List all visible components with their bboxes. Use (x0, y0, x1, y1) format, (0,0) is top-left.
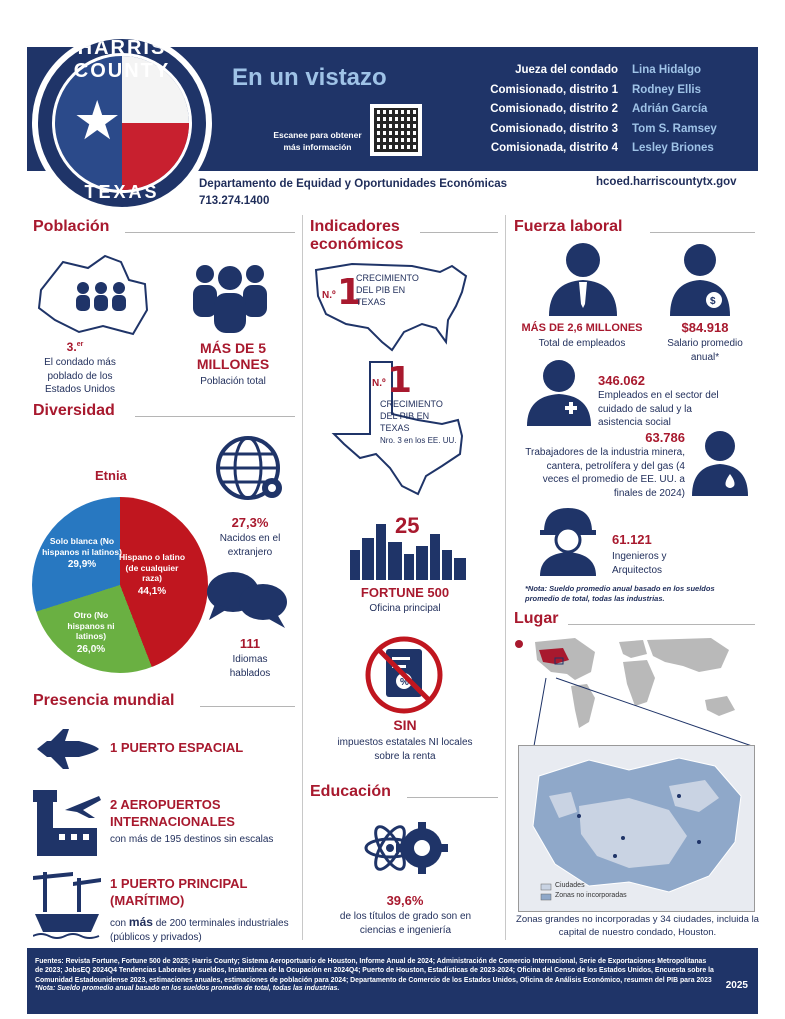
map-caption: Zonas grandes no incorporadas y 34 ciudades, incluida la capital de nuestro condado, Houston. (516, 914, 759, 938)
page-title: En un vistazo (232, 64, 387, 91)
languages-value: 111 (239, 636, 261, 651)
rank-text: El condado más poblado de los Estados Unidos (44, 357, 116, 395)
people-group-icon (185, 258, 275, 338)
etnia-label: Etnia (95, 468, 127, 483)
column-divider (505, 215, 506, 940)
spaceport-title: 1 PUERTO ESPACIAL (110, 740, 244, 755)
official-row: Comisionado, distrito 2 Adrián García (490, 103, 708, 115)
salary-note: *Nota: Sueldo promedio anual basado en los sueldos promedio de total, todas las industrias. (525, 584, 715, 604)
salary-person-icon (668, 240, 732, 318)
column-divider (302, 215, 303, 940)
engineers-value: 61.121 (612, 532, 652, 547)
pie-label-other: Otro (No hispanos ni latinos) 26,0% (67, 610, 115, 655)
footer-sources: Fuentes: Revista Fortune, Fortune 500 de 2025; Harris County; Sistema Aeroportuario de Houston, Informe Anual de 2024; Administración de Comercio Internacional, Serie de Exportaciones Metropolitanas de 2023; JobsEQ 2024Q4 Tendencias Laborales y sueldos, Instantánea de la Ocupación en 2024Q4; Puerto de Houston, Estadísticas de 2023-2024; Oficina del Censo de los Estados Unidos, Encuesta sobre la Comunidad Estadounidense 2023, estimaciones anuales, estimaciones de población para 2024; Departamento de Comercio de los Estados Unidos, Oficina de Análisis Económico, resumen del PIB para 2023 *Nota: Sueldo promedio anual basado en los sueldos promedio de total, todas las industrias. 2025 (27, 948, 758, 1014)
population-value: MÁS DE 5 MILLONES (196, 340, 270, 373)
no-tax-text: impuestos estatales NI locales sobre la renta (337, 737, 473, 762)
no-tax-icon (364, 635, 444, 715)
no-tax-value: SIN (393, 717, 417, 733)
legend-cities: Ciudades (555, 882, 585, 889)
globe-icon (210, 430, 290, 510)
employees-label: Total de empleados (538, 338, 626, 349)
diversidad-heading: Diversidad (33, 402, 115, 419)
scan-text: Escanee para obtener más información (273, 130, 362, 152)
seal-top-text: HARRIS COUNTY (73, 37, 171, 82)
department-info: Departamento de Equidad y Oportunidades Económicas 713.274.1400 (199, 178, 508, 207)
education-text: de los títulos de grado son en ciencias e ingeniería (339, 911, 472, 936)
website-link[interactable]: hcoed.harriscountytx.gov (596, 176, 737, 188)
pie-label-white: Solo blanca (No hispanos ni latinos) 29,9% (42, 536, 122, 571)
qr-code[interactable] (370, 104, 422, 156)
official-row: Comisionada, distrito 4 Lesley Briones (490, 142, 714, 154)
oil-label: Trabajadores de la industria minera, cantera, petrolífera y del gas (4 veces el promedio de EE. UU. a finales de 2024) (525, 447, 685, 499)
svg-text:%: % (400, 677, 409, 688)
health-label: Empleados en el sector del cuidado de salud y la asistencia social (598, 390, 719, 428)
seaport-sub: con más de 200 terminales industriales (públicos y privados) (110, 915, 289, 943)
oil-value: 63.786 (645, 430, 685, 445)
official-row: Jueza del condado Lina Hidalgo (515, 64, 701, 76)
seaport-crane-icon (33, 868, 103, 940)
speech-bubbles-icon (205, 568, 290, 630)
airports-sub: con más de 195 destinos sin escalas (110, 834, 274, 845)
airport-tower-icon (33, 788, 103, 858)
star-icon: ★ (73, 91, 122, 151)
engineers-label: Ingenieros y Arquitectos (612, 551, 667, 576)
harris-county-map (518, 745, 755, 912)
city-skyline-icon (348, 520, 468, 580)
education-value: 39,6% (386, 893, 424, 908)
engineer-hardhat-icon (536, 504, 600, 578)
salary-value: $84.918 (681, 320, 729, 335)
tx-rank-sub: Nro. 3 en los EE. UU. (380, 436, 457, 445)
airports-title: 2 AEROPUERTOS INTERNACIONALES (110, 797, 235, 829)
official-row: Comisionado, distrito 1 Rodney Ellis (490, 83, 702, 96)
zoom-lines (532, 676, 755, 748)
fortune-count: 25 (395, 513, 420, 538)
healthcare-worker-icon (525, 358, 593, 428)
space-shuttle-icon (33, 727, 101, 771)
legend-unincorporated: Zonas no incorporadas (555, 892, 627, 899)
foreign-born-value: 27,3% (231, 515, 269, 530)
footer-year: 2025 (725, 980, 748, 991)
lugar-heading: Lugar (514, 610, 559, 627)
pie-label-hispanic: Hispano o latino (de cualquier raza) 44,1% (118, 552, 186, 597)
tx-rank-text: CRECIMIENTO DEL PIB EN TEXAS (380, 399, 443, 434)
indicadores-heading: Indicadores económicos (310, 218, 404, 253)
fuerza-heading: Fuerza laboral (514, 218, 623, 235)
business-person-icon (545, 240, 621, 318)
population-label: Población total (200, 376, 266, 387)
officials-list (460, 64, 760, 162)
harris-county-outline-icon (33, 250, 153, 340)
health-value: 346.062 (598, 373, 645, 388)
rank-value: 3.$^{er}$ (66, 340, 84, 354)
foreign-born-label: Nacidos en el extranjero (219, 533, 281, 558)
oil-worker-icon (690, 428, 750, 498)
seaport-title: 1 PUERTO PRINCIPAL (MARÍTIMO) (110, 876, 248, 908)
educacion-heading: Educación (310, 783, 391, 800)
svg-text:$: $ (710, 296, 716, 307)
usa-rank-text: CRECIMIENTO DEL PIB EN TEXAS (356, 273, 419, 308)
tx-rank-number: 1 (387, 360, 413, 401)
county-seal-logo (32, 33, 212, 213)
fortune-sub: Oficina principal (369, 603, 441, 614)
presencia-heading: Presencia mundial (33, 692, 175, 709)
official-row: Comisionado, distrito 3 Tom S. Ramsey (490, 122, 717, 135)
usa-rank-number: 1 (337, 272, 363, 313)
poblacion-heading: Población (33, 218, 110, 235)
science-gear-icon (360, 808, 450, 888)
seal-bottom-text: TEXAS (84, 182, 160, 202)
languages-label: Idiomas hablados (229, 654, 271, 679)
fortune-label: FORTUNE 500 (360, 585, 450, 600)
usa-rank-prefix: N.º (322, 290, 336, 301)
employees-value: MÁS DE 2,6 MILLONES (521, 322, 643, 334)
salary-label: Salario promedio anual* (667, 338, 743, 363)
tx-rank-prefix: N.º (372, 378, 386, 389)
